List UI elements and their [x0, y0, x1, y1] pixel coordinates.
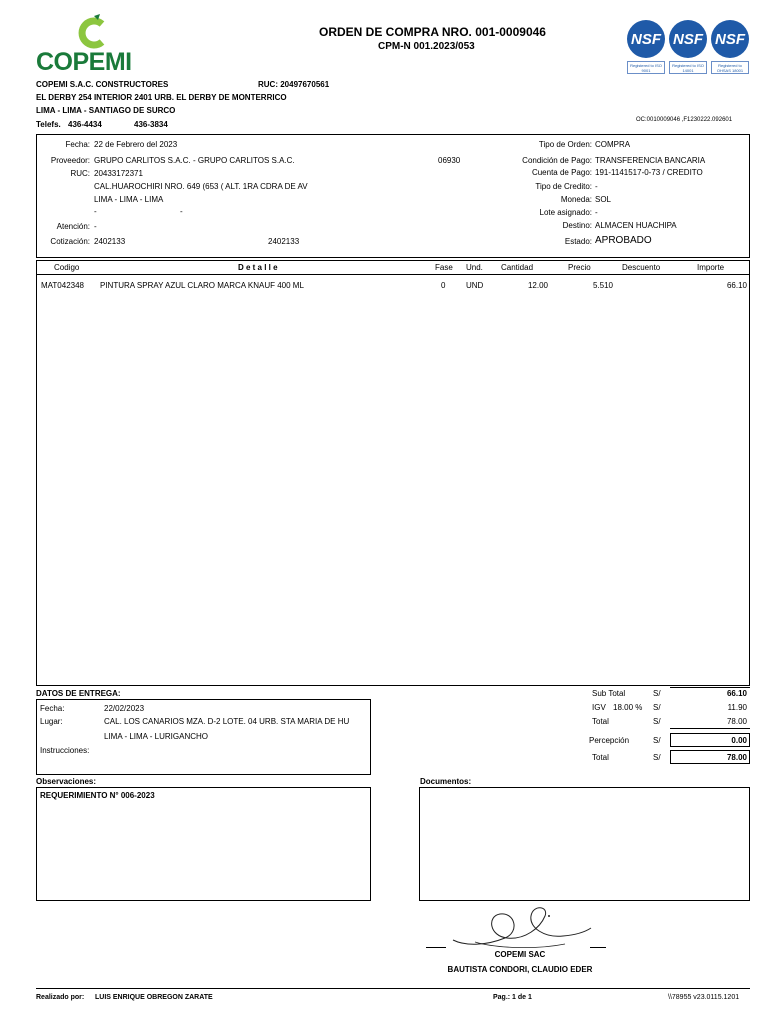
cond-pago-label: Condición de Pago:	[522, 156, 592, 165]
percepcion-currency: S/	[653, 736, 661, 745]
col-header-cantidad: Cantidad	[501, 263, 534, 272]
col-header-importe: Importe	[697, 263, 725, 272]
footer-ref: \\78955 v23.0115.1201	[668, 994, 740, 1001]
nsf-badge-icon: NSF	[627, 20, 665, 58]
entrega-lugar-label: Lugar:	[40, 717, 63, 726]
percepcion-value: 0.00	[731, 736, 747, 745]
realizado-label: Realizado por:	[36, 994, 85, 1001]
cuenta-label: Cuenta de Pago:	[531, 168, 592, 177]
row-importe: 66.10	[726, 281, 747, 290]
observaciones-text: REQUERIMIENTO N° 006-2023	[40, 791, 155, 800]
entrega-title: DATOS DE ENTREGA:	[36, 689, 121, 698]
col-header-codigo: Codigo	[54, 263, 80, 272]
company-ruc: RUC: 20497670561	[258, 80, 330, 89]
prov-ruc-label: RUC:	[70, 169, 90, 178]
nsf-caption: Registered to ISO 14001	[669, 61, 707, 74]
tipo-orden-label: Tipo de Orden:	[538, 140, 592, 149]
signature-name: BAUTISTA CONDORI, CLAUDIO EDER	[447, 965, 593, 974]
fecha-value: 22 de Febrero del 2023	[94, 140, 178, 149]
subtotal-value: 66.10	[726, 689, 747, 698]
observaciones-box	[36, 787, 371, 901]
cotizacion-label: Cotización:	[50, 237, 90, 246]
nsf-caption: Registered to ISO 9001	[627, 61, 665, 74]
total2-label: Total	[592, 753, 609, 762]
total-value: 78.00	[726, 717, 747, 726]
realizado-value: LUIS ENRIQUE OBREGON ZARATE	[95, 994, 213, 1001]
row-und: UND	[466, 281, 484, 290]
row-codigo: MAT042348	[41, 281, 84, 290]
total2-currency: S/	[653, 753, 661, 762]
igv-label: IGV	[592, 703, 606, 712]
entrega-fecha-value: 22/02/2023	[104, 704, 145, 713]
totals-box	[670, 687, 750, 729]
entrega-lugar-value: CAL. LOS CANARIOS MZA. D-2 LOTE. 04 URB. STA MARIA DE HU	[104, 717, 350, 726]
items-table	[36, 260, 750, 686]
signature-image	[445, 902, 595, 952]
igv-currency: S/	[653, 703, 661, 712]
nsf-badge-icon: NSF	[711, 20, 749, 58]
destino-value: ALMACEN HUACHIPA	[595, 221, 677, 230]
total2-value: 78.00	[726, 753, 747, 762]
lote-label: Lote asignado:	[539, 208, 592, 217]
prov-dot1: -	[94, 207, 97, 216]
percepcion-label: Percepción	[589, 736, 630, 745]
atencion-value: -	[94, 222, 97, 231]
total-currency: S/	[653, 717, 661, 726]
proveedor-code: 06930	[438, 156, 461, 165]
entrega-fecha-label: Fecha:	[40, 704, 65, 713]
footer-divider	[36, 988, 750, 989]
col-header-fase: Fase	[435, 263, 453, 272]
igv-rate: 18.00 %	[613, 703, 643, 712]
col-header-detalle: D e t a l l e	[238, 263, 278, 272]
fecha-label: Fecha:	[65, 140, 90, 149]
estado-value: APROBADO	[595, 235, 652, 246]
row-cantidad: 12.00	[527, 281, 548, 290]
tipo-orden-value: COMPRA	[595, 140, 631, 149]
row-fase: 0	[441, 281, 446, 290]
documentos-title: Documentos:	[420, 777, 472, 786]
entrega-instrucciones-label: Instrucciones:	[40, 746, 90, 755]
page-number: Pag.: 1 de 1	[493, 994, 532, 1001]
lote-value: -	[595, 208, 598, 217]
destino-label: Destino:	[562, 221, 592, 230]
proveedor-value: GRUPO CARLITOS S.A.C. - GRUPO CARLITOS S.A.C.	[94, 156, 295, 165]
proveedor-label: Proveedor:	[50, 156, 90, 165]
company-address2: LIMA - LIMA - SANTIAGO DE SURCO	[36, 106, 176, 115]
cuenta-value: 191-1141517-0-73 / CREDITO	[595, 168, 703, 177]
table-header-divider	[36, 274, 750, 275]
moneda-label: Moneda:	[560, 195, 592, 204]
order-subtitle: CPM-N 001.2023/053	[378, 41, 475, 52]
subtotal-label: Sub Total	[592, 689, 626, 698]
col-header-precio: Precio	[568, 263, 591, 272]
order-title: ORDEN DE COMPRA NRO. 001-0009046	[319, 25, 546, 39]
subtotal-currency: S/	[653, 689, 661, 698]
nsf-badge-icon: NSF	[669, 20, 707, 58]
company-phone1: 436-4434	[68, 120, 102, 129]
col-header-descuento: Descuento	[622, 263, 661, 272]
prov-dot2: -	[180, 207, 183, 216]
oc-code: OC:0010009046 ,F1230222.092601	[636, 117, 733, 123]
prov-address2: LIMA - LIMA - LIMA	[94, 195, 164, 204]
prov-ruc-value: 20433172371	[94, 169, 143, 178]
row-precio: 5.510	[592, 281, 613, 290]
prov-address1: CAL.HUAROCHIRI NRO. 649 (653 ( ALT. 1RA CDRA DE AV	[94, 182, 308, 191]
company-address1: EL DERBY 254 INTERIOR 2401 URB. EL DERBY DE MONTERRICO	[36, 93, 287, 102]
atencion-label: Atención:	[56, 222, 90, 231]
cond-pago-value: TRANSFERENCIA BANCARIA	[595, 156, 706, 165]
company-phone2: 436-3834	[134, 120, 168, 129]
estado-label: Estado:	[564, 237, 592, 246]
company-phones-label: Telefs.	[36, 120, 61, 129]
tipo-credito-label: Tipo de Credito:	[535, 182, 592, 191]
total-label: Total	[592, 717, 609, 726]
documentos-box	[419, 787, 750, 901]
tipo-credito-value: -	[595, 182, 598, 191]
copemi-logo-text: COPEMI	[36, 48, 132, 76]
cotizacion-value: 2402133	[94, 237, 126, 246]
signature-line-left	[426, 947, 446, 948]
copemi-logo-mark	[78, 14, 108, 50]
igv-value: 11.90	[727, 703, 747, 712]
nsf-caption: Registered to OHSAS 18001	[711, 61, 749, 74]
observaciones-title: Observaciones:	[36, 777, 97, 786]
row-detalle: PINTURA SPRAY AZUL CLARO MARCA KNAUF 400 ML	[100, 281, 304, 290]
entrega-lugar-value-2: LIMA - LIMA - LURIGANCHO	[104, 732, 209, 741]
col-header-und: Und.	[466, 263, 483, 272]
moneda-value: SOL	[595, 195, 612, 204]
signature-line-right	[590, 947, 606, 948]
cotizacion-value-2: 2402133	[268, 237, 300, 246]
company-name: COPEMI S.A.C. CONSTRUCTORES	[36, 80, 169, 89]
signature-company: COPEMI SAC	[494, 950, 546, 959]
